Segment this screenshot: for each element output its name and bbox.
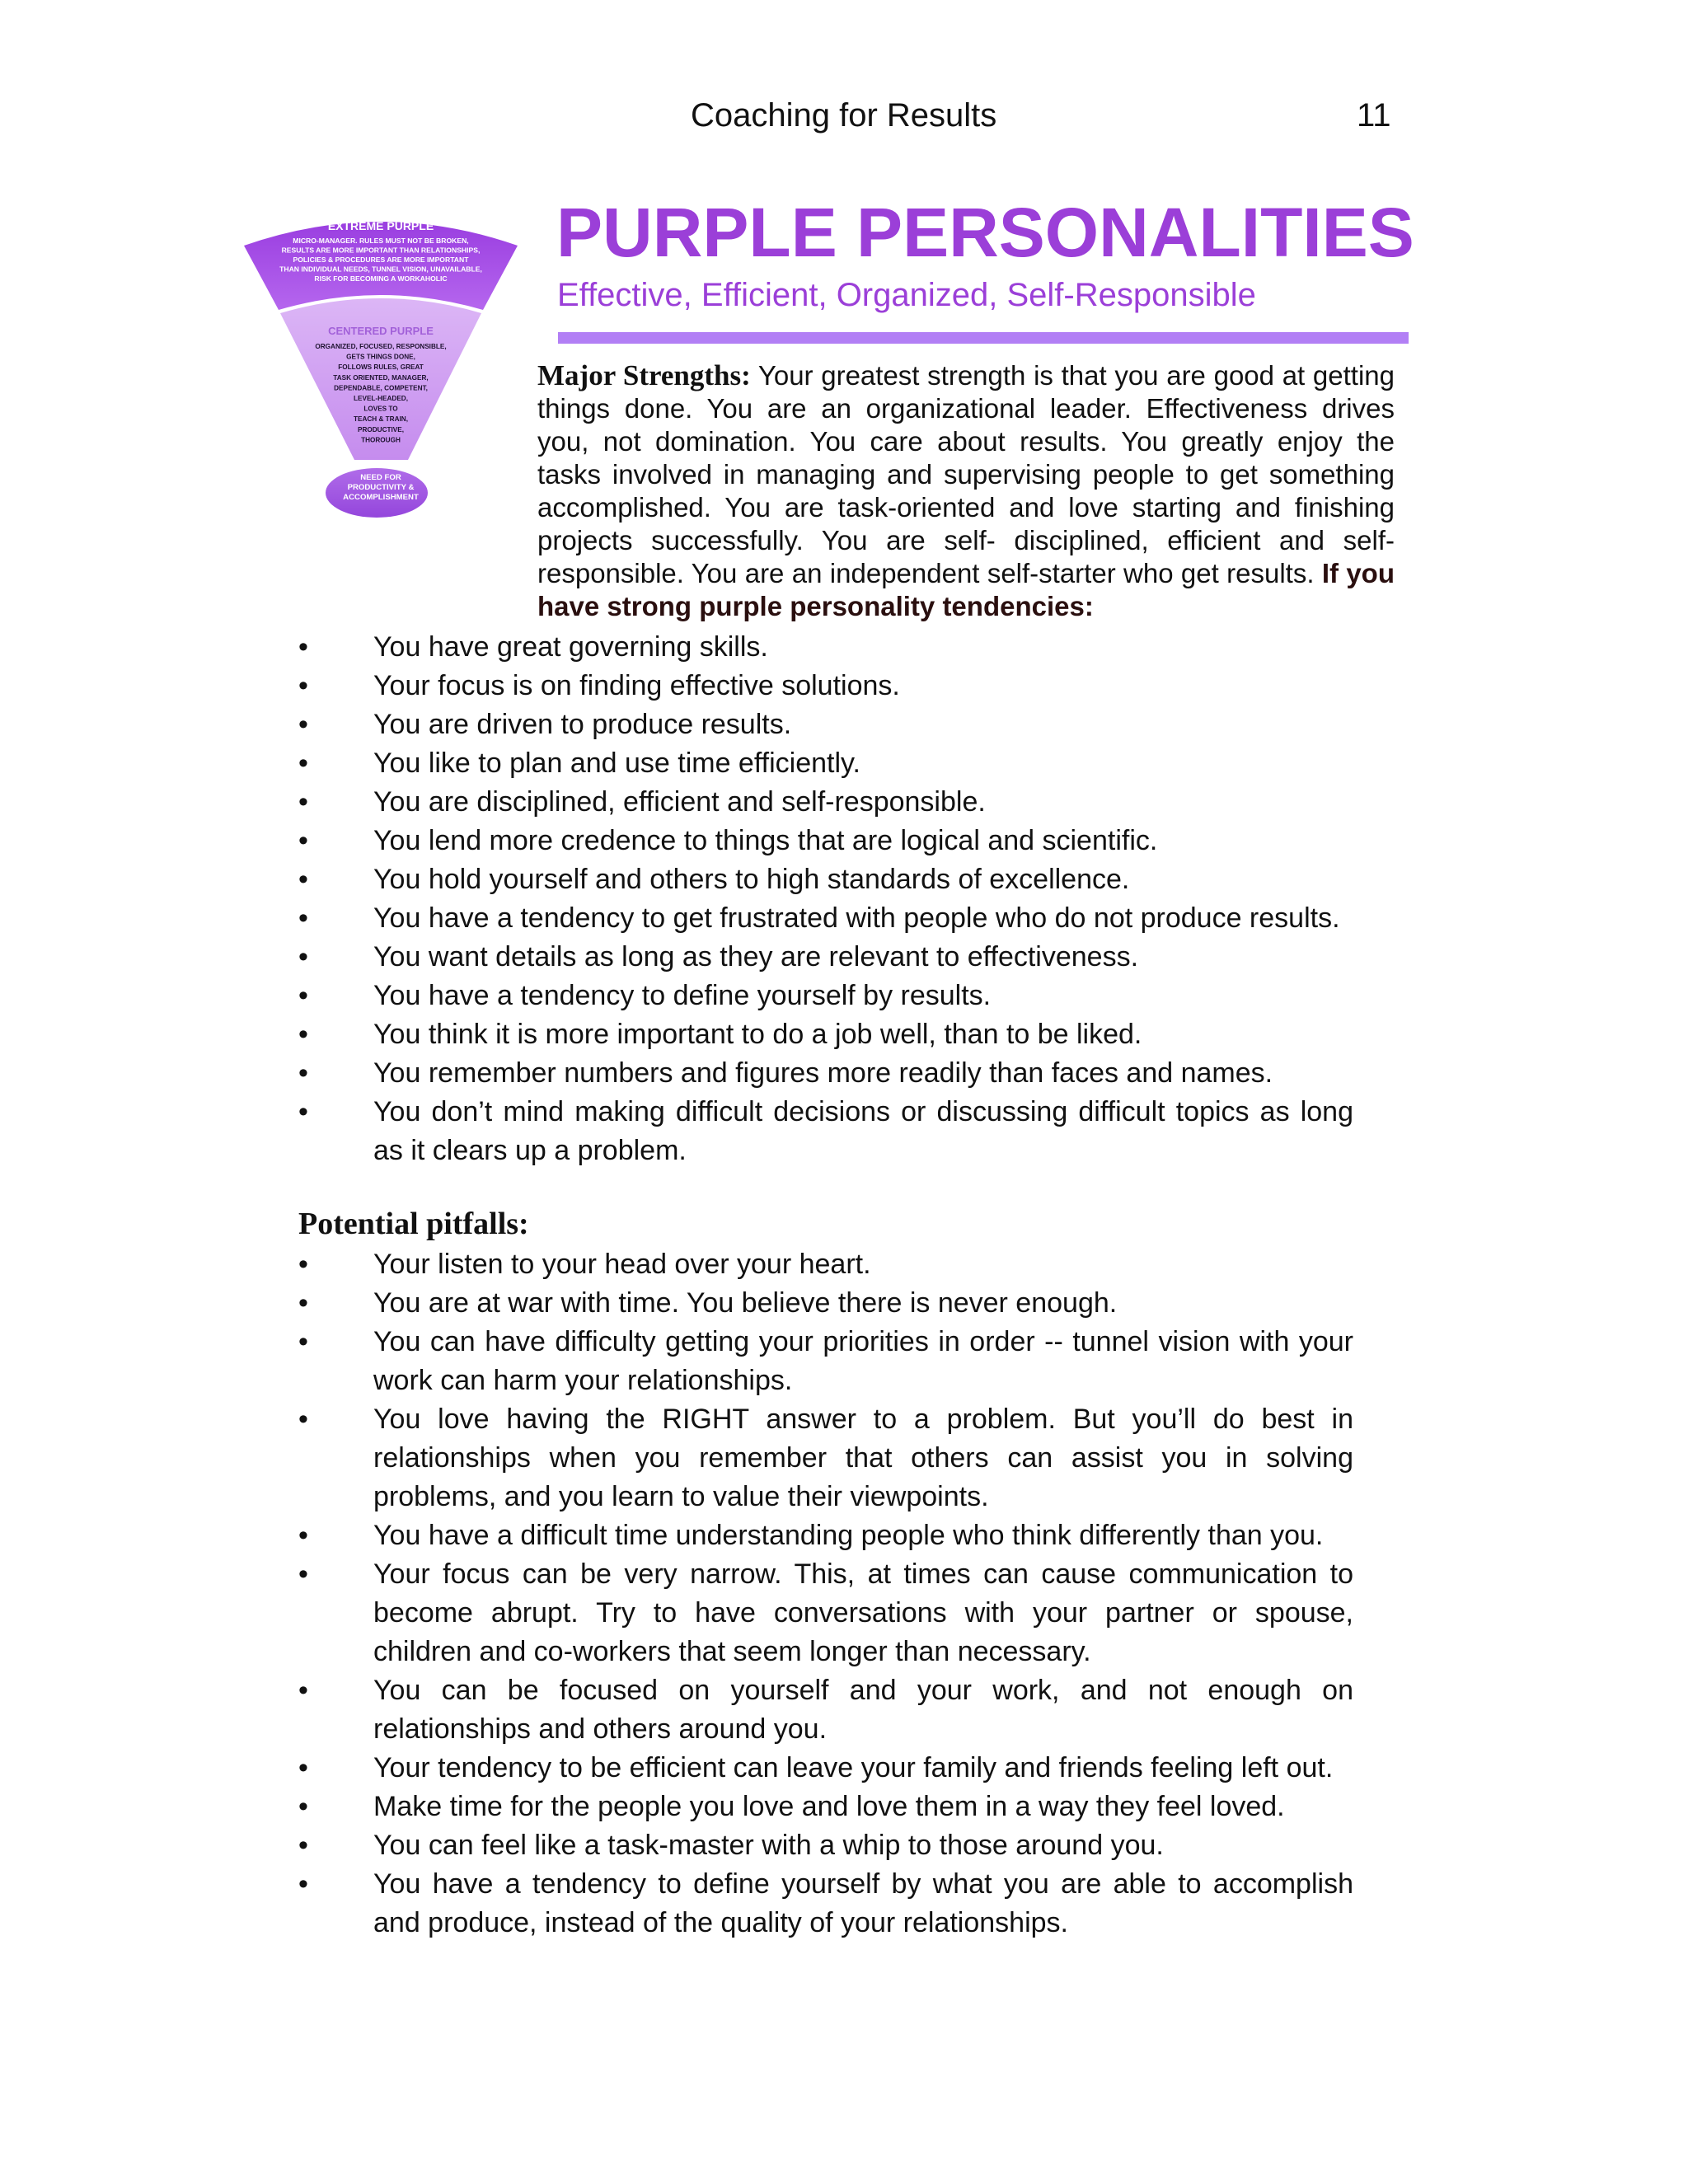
centered-purple-text: PRODUCTIVE, [358, 425, 404, 434]
bullet-glyph: • [298, 1868, 308, 1900]
bullet-glyph: • [298, 1558, 308, 1590]
list-item [298, 1671, 1353, 1749]
bullet-glyph: • [298, 941, 308, 972]
centered-purple-label: CENTERED PURPLE [328, 325, 434, 337]
list-item-text: You have a tendency to get frustrated with people who do not produce results. [373, 902, 1340, 934]
list-item-text: Your focus can be very narrow. This, at times can cause communication to become abrupt. Try to have conversations with your partner or spouse, children and co-workers that seem longer than necessary. [373, 1558, 1353, 1667]
list-item [298, 1865, 1353, 1943]
major-strengths-paragraph [537, 359, 1395, 623]
list-item-text: Your focus is on finding effective solutions. [373, 670, 900, 701]
list-item-text: You love having the RIGHT answer to a problem. But you’ll do best in relationships when you remember that others can assist you in solving problems, and you learn to value their viewpoints. [373, 1404, 1353, 1512]
bullet-glyph: • [298, 1791, 308, 1822]
bullet-glyph: • [298, 670, 308, 701]
extreme-purple-text: POLICIES & PROCEDURES ARE MORE IMPORTANT [293, 255, 469, 264]
bullet-glyph: • [298, 902, 308, 934]
extreme-purple-text: RISK FOR BECOMING A WORKAHOLIC [314, 274, 448, 283]
bullet-glyph: • [298, 1326, 308, 1357]
list-item [298, 705, 1353, 744]
list-item [298, 822, 1353, 860]
list-item [298, 860, 1353, 899]
bullet-glyph: • [298, 1675, 308, 1706]
list-item-text: Your listen to your head over your heart. [373, 1249, 871, 1280]
centered-purple-text: LOVES TO [363, 405, 398, 413]
bullet-glyph: • [298, 1019, 308, 1050]
list-item [298, 1788, 1353, 1826]
list-item [298, 1826, 1353, 1865]
major-strengths-body: Your greatest strength is that you are good at getting things done. You are an organizational leader. Effectiveness drives you, not domination. You care about results. You greatly enjoy the tasks involved in managing and supervising people to get something accomplished. You are task-oriented and love starting and finishing projects successfully. You are self- disciplined, efficient and self-responsible. You are an independent self-starter who get results. [537, 360, 1395, 588]
list-item [298, 1054, 1353, 1093]
bullet-glyph: • [298, 748, 308, 779]
core-need-text: NEED FOR [360, 473, 401, 482]
list-item-text: You are at war with time. You believe there is never enough. [373, 1287, 1118, 1319]
strengths-list [298, 628, 1353, 1170]
list-item [298, 628, 1353, 667]
list-item-text: You have a tendency to define yourself by what you are able to accomplish and produce, instead of the quality of your relationships. [373, 1868, 1353, 1938]
major-strengths-lead: Major Strengths: [537, 359, 751, 391]
centered-purple-text: THOROUGH [361, 436, 401, 444]
centered-purple-text: TASK ORIENTED, MANAGER, [333, 373, 429, 382]
list-item [298, 1555, 1353, 1671]
bullet-glyph: • [298, 631, 308, 663]
bullet-glyph: • [298, 1249, 308, 1280]
list-item-text: You hold yourself and others to high standards of excellence. [373, 864, 1130, 895]
list-item-text: You remember numbers and figures more readily than faces and names. [373, 1057, 1273, 1089]
list-item-text: You don’t mind making difficult decisions or discussing difficult topics as long as it clears up a problem. [373, 1096, 1353, 1166]
core-need-text: ACCOMPLISHMENT [343, 493, 419, 502]
centered-purple-text: DEPENDABLE, COMPETENT, [334, 384, 428, 392]
list-item [298, 1749, 1353, 1788]
extreme-purple-label: EXTREME PURPLE [327, 219, 434, 232]
list-item-text: You have a tendency to define yourself by results. [373, 980, 992, 1011]
pitfalls-heading: Potential pitfalls: [298, 1207, 529, 1241]
bullet-glyph: • [298, 825, 308, 856]
extreme-purple-text: RESULTS ARE MORE IMPORTANT THAN RELATIONSHIPS, [281, 246, 481, 255]
bullet-glyph: • [298, 1287, 308, 1319]
purple-personality-funnel-diagram [239, 213, 523, 519]
list-item-text: You can be focused on yourself and your work, and not enough on relationships and others around you. [373, 1675, 1353, 1745]
centered-purple-text: TEACH & TRAIN, [354, 415, 408, 424]
list-item-text: You think it is more important to do a job well, than to be liked. [373, 1019, 1142, 1050]
list-item-text: Make time for the people you love and love them in a way they feel loved. [373, 1791, 1285, 1822]
core-need-text: PRODUCTIVITY & [347, 483, 415, 492]
title-divider [558, 332, 1409, 344]
list-item [298, 744, 1353, 783]
list-item [298, 899, 1353, 938]
list-item [298, 667, 1353, 705]
page-subtitle: Effective, Efficient, Organized, Self-Responsible [557, 277, 1256, 313]
list-item [298, 1245, 1353, 1284]
list-item [298, 1093, 1353, 1170]
page-number: 11 [1357, 97, 1391, 134]
centered-purple-text: ORGANIZED, FOCUSED, RESPONSIBLE, [315, 343, 447, 350]
list-item-text: Your tendency to be efficient can leave your family and friends feeling left out. [373, 1752, 1334, 1783]
list-item-text: You lend more credence to things that are logical and scientific. [373, 825, 1158, 856]
list-item [298, 1400, 1353, 1516]
centered-purple-text: FOLLOWS RULES, GREAT [338, 363, 424, 372]
list-item [298, 1516, 1353, 1555]
list-item-text: You can have difficulty getting your priorities in order -- tunnel vision with your work can harm your relationships. [373, 1326, 1353, 1396]
bullet-glyph: • [298, 1096, 308, 1127]
list-item-text: You have a difficult time understanding people who think differently than you. [373, 1520, 1324, 1551]
list-item-text: You like to plan and use time efficiently. [373, 748, 860, 779]
page-title: PURPLE PERSONALITIES [556, 194, 1414, 271]
bullet-glyph: • [298, 1830, 308, 1861]
list-item [298, 1015, 1353, 1054]
centered-purple-text: GETS THINGS DONE, [346, 353, 415, 361]
list-item-text: You have great governing skills. [373, 631, 768, 663]
bullet-glyph: • [298, 1752, 308, 1783]
bullet-glyph: • [298, 1404, 308, 1435]
extreme-purple-text: THAN INDIVIDUAL NEEDS, TUNNEL VISION, UNAVAILABLE, [279, 265, 482, 274]
list-item-text: You are disciplined, efficient and self-responsible. [373, 786, 986, 818]
extreme-purple-text: MICRO-MANAGER. RULES MUST NOT BE BROKEN, [293, 237, 469, 245]
list-item-text: You can feel like a task-master with a whip to those around you. [373, 1830, 1164, 1861]
running-header-title: Coaching for Results [691, 97, 997, 134]
list-item [298, 1323, 1353, 1400]
bullet-glyph: • [298, 1057, 308, 1089]
list-item [298, 938, 1353, 977]
list-item [298, 977, 1353, 1015]
list-item [298, 1284, 1353, 1323]
bullet-glyph: • [298, 1520, 308, 1551]
bullet-glyph: • [298, 864, 308, 895]
centered-purple-text: LEVEL-HEADED, [354, 395, 408, 402]
bullet-glyph: • [298, 786, 308, 818]
list-item-text: You want details as long as they are relevant to effectiveness. [373, 941, 1139, 972]
bullet-glyph: • [298, 709, 308, 740]
bullet-glyph: • [298, 980, 308, 1011]
list-item-text: You are driven to produce results. [373, 709, 792, 740]
pitfalls-list [298, 1245, 1353, 1943]
tendencies-highlight: If you have strong purple personality tendencies: [537, 558, 1395, 621]
list-item [298, 783, 1353, 822]
